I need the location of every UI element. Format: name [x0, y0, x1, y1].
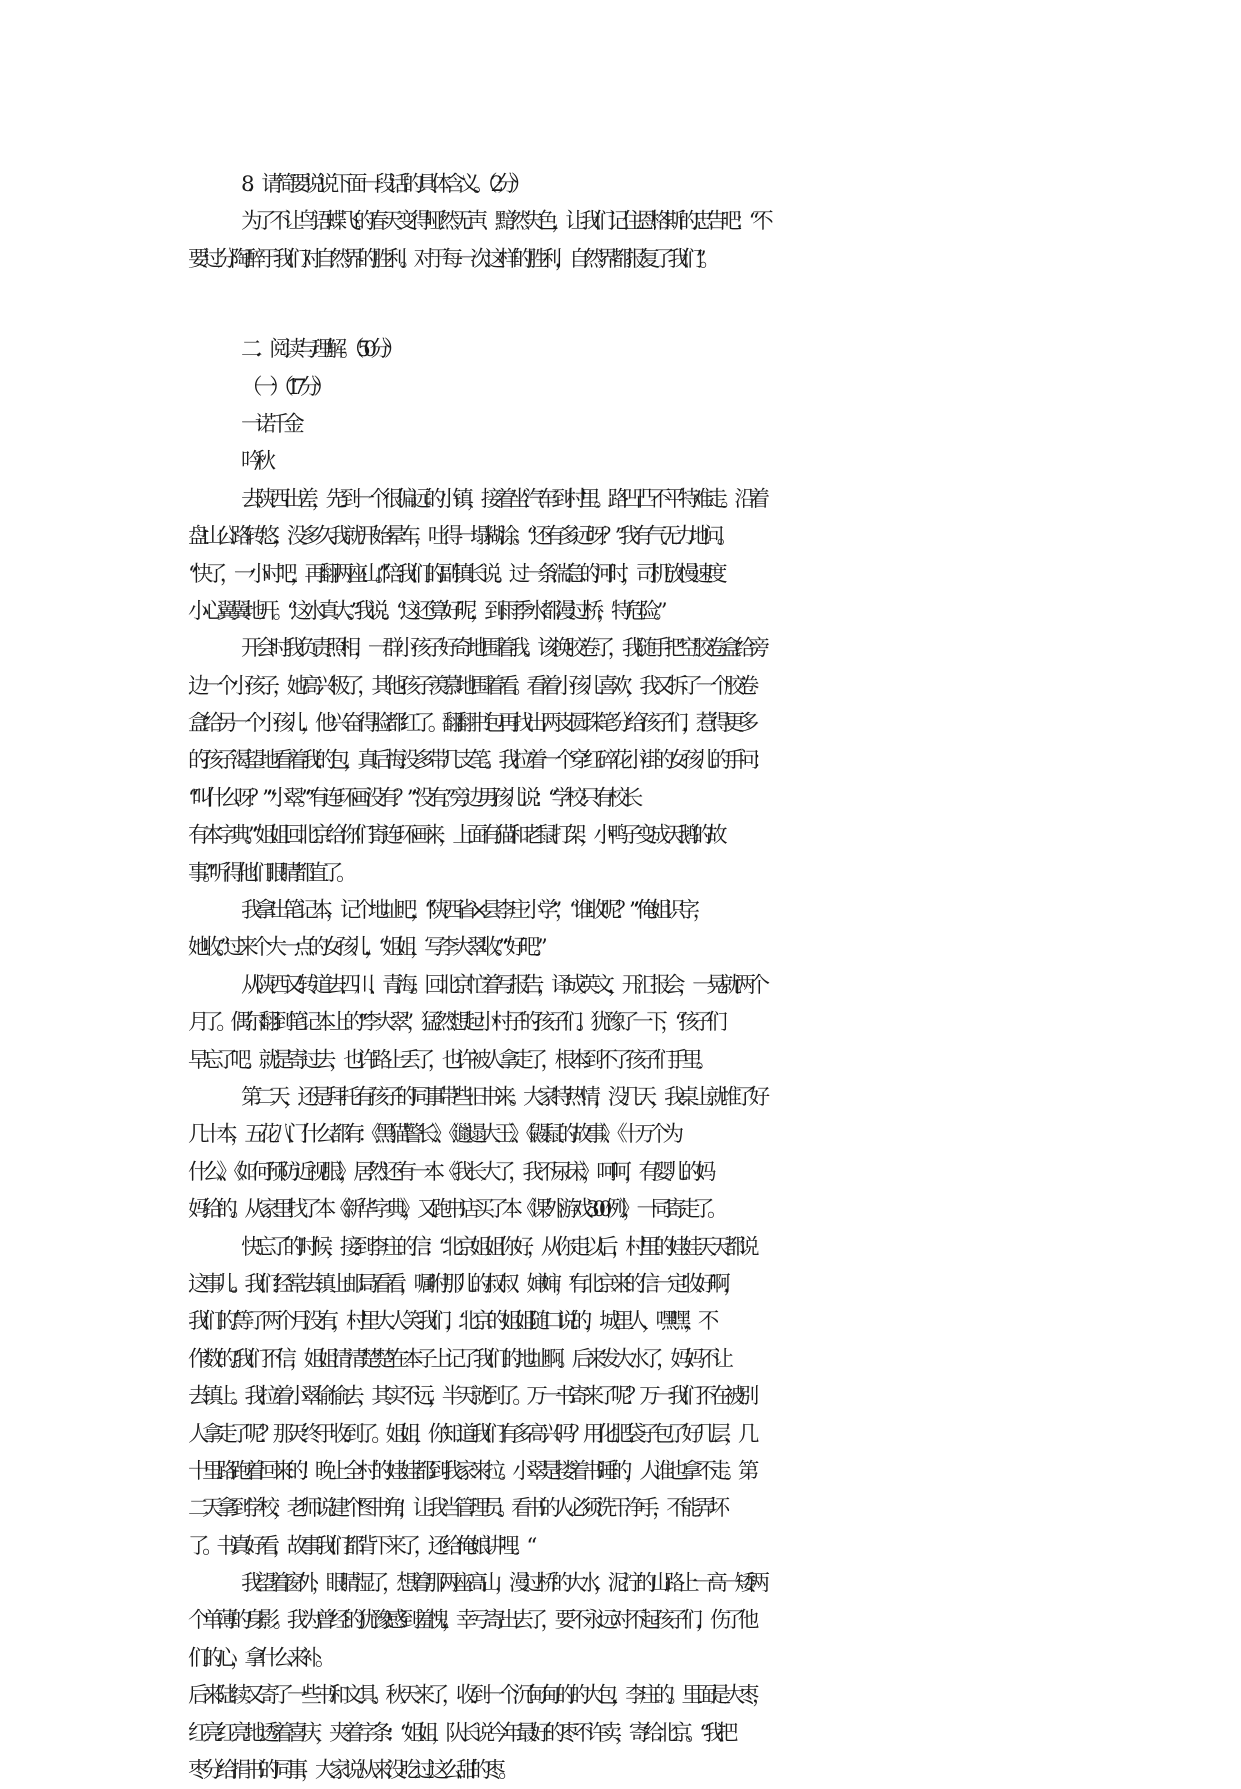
paragraph-line: 快忘了的时候，接到李庄的信：“北京姐姐你好，从你走以后，村里的娃娃天天都说: [241, 1234, 753, 1260]
paragraph-line: 们的心，拿什么来补。: [188, 1645, 330, 1671]
article-paragraph: [188, 1079, 1068, 1229]
paragraph-line: 枣分给捐书的同事，大家说从来没吃过这么甜的枣。: [188, 1758, 513, 1784]
spacer: [188, 278, 1068, 315]
paragraph-line: 她收。”过来个大一点的女孩儿，“姐姐，写李大翠收。”“好吧。”: [188, 935, 541, 961]
paragraph-line: 我望着窗外，眼睛湿了，想着那两座高山，漫过桥的大水，泥泞的山路上一高一矮两: [241, 1571, 763, 1597]
paragraph-line: 盘山公路转悠，没多久我就开始晕车，吐得一塌糊涂。“还有多远呀？”我有气无力地问。: [188, 524, 731, 550]
paragraph-line: 小心翼翼地开。“这水真大。”我说。“这还算好呢，到雨季水都漫过桥，特危险。”: [188, 598, 661, 624]
paragraph-line: 这事儿。我们经常去镇上邮局看看，嘱咐那儿的叔叔、婶婶，‘有北京来的信一定收好啊，: [188, 1271, 738, 1297]
article-paragraph: [188, 967, 1068, 1079]
section-heading: 二．阅读与理解。（50分）: [241, 337, 398, 363]
part-heading: （一）（17分）: [241, 374, 328, 400]
article-paragraph: [188, 481, 1068, 631]
paragraph-line: 的孩子渴望地看着我的包，真后悔没多带几支笔。我拉着一个穿红碎花小褂的女孩儿的手问：: [188, 748, 767, 774]
paragraph-line: 几十本，五花八门什么都有：《黑猫警长》、《邋遢大王》、《鼹鼠的故事》、《十万个为: [188, 1122, 677, 1148]
article-paragraph: [188, 630, 1068, 892]
article-paragraph: [188, 1677, 1068, 1789]
paragraph-line: 事。”听得他们眼睛都直了。: [188, 860, 351, 886]
paragraph-line: 了。书真好看，故事我们都背下来了，还给俺娘讲哩。“: [188, 1533, 530, 1559]
paragraph-line: 后来陆续又寄了一些书和文具。秋天来了，收到一个沉甸甸的的大包，李庄的。里面是大枣，: [188, 1683, 767, 1709]
article-author: 吟 秋: [241, 449, 269, 475]
paragraph-line: 去镇上。我拉着小翠偷偷去，其实不远，半天就到了。万一书寄来了呢？万一我们不在被别: [188, 1384, 753, 1410]
paragraph-line: 人拿走了呢？那天终于收到了。姐姐，你知道我们有多高兴吗？用化肥袋子包了好几层，几: [188, 1421, 753, 1447]
article-paragraph: [188, 1229, 1068, 1566]
question-8-quote-line: 要过分陶醉于我们对自然界的胜利。对于每一次这样的胜利，自然界都报复了我们”。: [188, 246, 714, 272]
paragraph-line: 红亮红亮地透着喜庆，夹着字条：“姐姐，队长说今年最好的枣不许卖，寄给北京。“我把: [188, 1720, 731, 1746]
paragraph-line: 有本字典。”“姐姐回北京给你们寄连环画来，上面有猫和老鼠打架，小鸭子变成天鹅的故: [188, 823, 721, 849]
article-paragraph: [188, 1565, 1068, 1677]
paragraph-line: 作数的。’我们不信，姐姐清清楚楚在本子上记了我们的地址啊。后来发大水了，妈妈不让: [188, 1346, 727, 1372]
question-8-prompt: 8．请简要说说下面一段话的具体含义。（2分）: [241, 172, 525, 197]
paragraph-line: 开会时我负责照相，一群小孩子好奇地围着我。该换胶卷了，我随手把空胶卷盒给旁: [241, 636, 763, 662]
paragraph-line: 去陕西出差，先到一个很偏远的小镇，接着坐汽车到村里。路凹凸不平特难走。沿着: [241, 486, 763, 512]
paragraph-line: 边一个小孩子，她高兴极了，其他孩子羡慕地围着看。看着小孩儿喜欢，我又拆了一个胶卷: [188, 673, 753, 699]
paragraph-line: 从陕西又转道去四川、青海。回北京忙着写报告，译成英文，开汇报会，一晃就两个: [241, 972, 763, 998]
paragraph-line: 第二天，还是拜托有孩子的同事带些旧书来。大家特热情，没几天，我桌上就堆了好: [241, 1084, 763, 1110]
paragraph-line: “快了，一小时吧，再翻两座山。”陪我们的副镇长说。过一条湍急的河时，司机放慢速度: [188, 561, 721, 587]
paragraph-line: 月了。偶尔翻到笔记本上的“李大翠”，猛然想起小村子的孩子们。犹豫了一下，“孩子们: [188, 1010, 721, 1036]
paragraph-line: 十里路跑着回来的！晚上全村的娃娃都到我家来拉。小翠是搂着书睡的，人谁也拿不走。第: [188, 1458, 753, 1484]
paragraph-line: 我拿出笔记本，记个地址吧，“陕西省×县李庄小学”，“谁收呢？”“俺姐识字，: [241, 898, 707, 924]
question-8-quote-line: 为了不让鸟语蝶飞的春天变得哑然无声、黯然失色，让我们记住恩格斯的忠告吧：“不: [241, 209, 767, 235]
paragraph-line: 盒给另一个小孩儿，他兴奋得脸都红了。翻翻书包再找出两支圆珠笔分给孩子们，惹得更多: [188, 711, 753, 737]
paragraph-line: 妈给的。从家里找了本《新华字典》，又跑书店买了本《课外游戏300例》，一同寄走了。: [188, 1197, 722, 1223]
paragraph-line: “叫什么呀？”“小翠。”“有连环画没有？”“没有。”旁边男孩儿说：“学校只有校长: [188, 785, 636, 811]
paragraph-line: 个单薄的身影。我为曾经的犹豫感到羞愧，幸亏寄出去了，要不永远对不起孩子们，伤了他: [188, 1608, 753, 1634]
paragraph-line: 二天拿到学校，老师说建个‘图书角’，让我当管理员。看书的人必须洗干净手，不能弄坏: [188, 1496, 723, 1522]
paragraph-line: 早忘了吧。就是寄过去，也许路上丢了，也许被人拿走了，根本到不了孩子们手里。: [188, 1047, 710, 1073]
paragraph-line: 什么》、《如何预防近视眼》，居然还有一本《我长大了，我不尿床》，呵呵，有婴儿的妈: [188, 1159, 710, 1185]
document-content: [188, 166, 1068, 1789]
paragraph-line: 我们的。’等了两个月没有，村里大人笑我们，‘北京的姐姐随口说的，城里人，嘿嘿，不: [188, 1309, 712, 1335]
spacer: [188, 315, 1068, 331]
article-paragraph: [188, 892, 1068, 967]
article-title: 一诺千金: [241, 411, 298, 437]
article-body: [188, 481, 1068, 1789]
